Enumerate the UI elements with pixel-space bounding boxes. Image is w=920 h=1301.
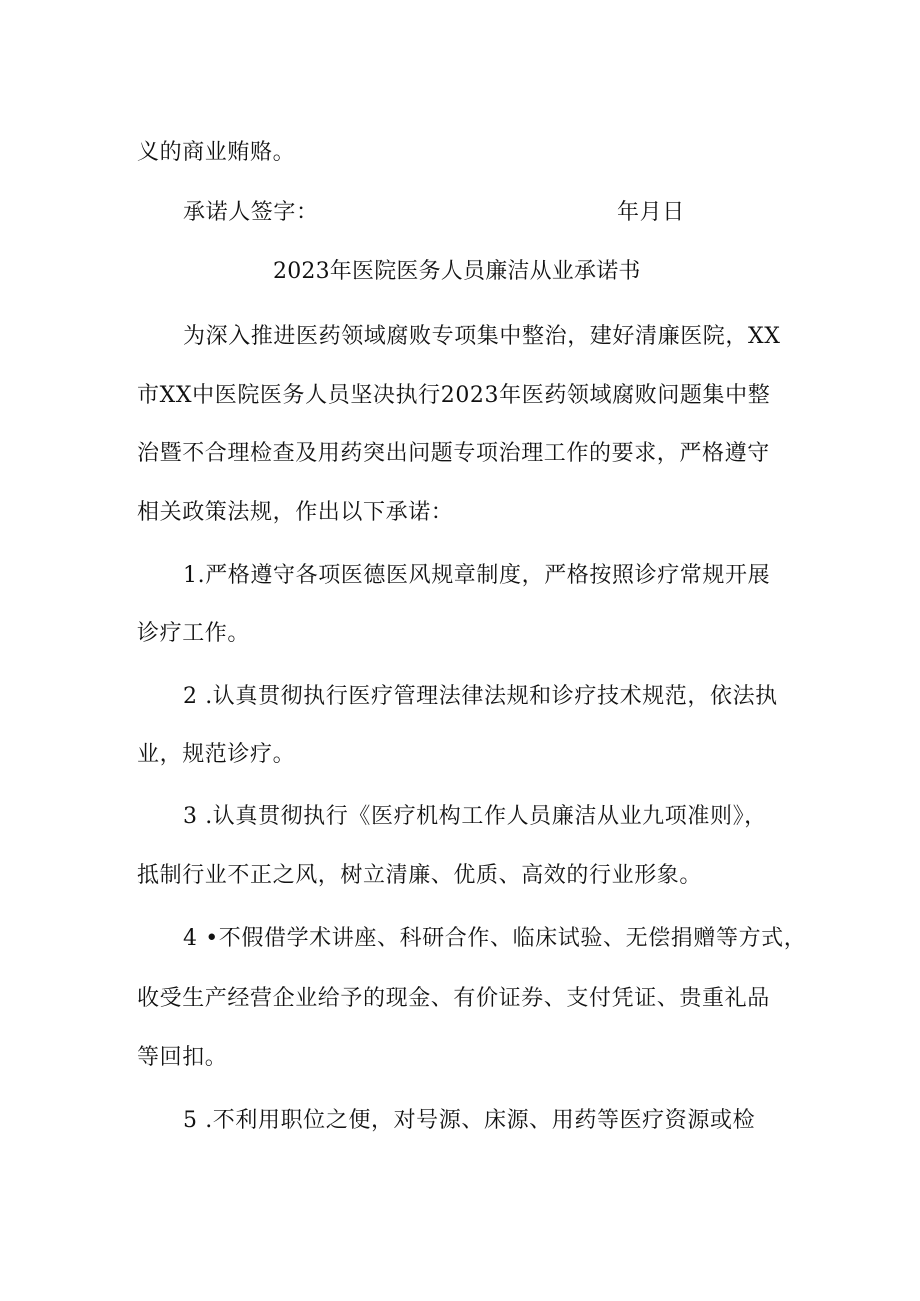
item-4-line: 收受生产经营企业给予的现金、有价证券、支付凭证、贵重礼品 [137, 986, 770, 1011]
item-4-line: 4 •不假借学术讲座、科研合作、临床试验、无偿捐赠等方式， [183, 926, 807, 951]
item-4-line: 等回扣。 [137, 1045, 228, 1070]
document-title: 2023年医院医务人员廉洁从业承诺书 [273, 259, 641, 284]
intro-line: 相关政策法规，作出以下承诺： [137, 500, 454, 525]
intro-line: 为深入推进医药领域腐败专项集中整治，建好清廉医院，XX [183, 324, 781, 349]
item-2-line: 业，规范诊疗。 [137, 742, 296, 767]
item-1-line: 诊疗工作。 [137, 621, 251, 646]
continuation-line: 义的商业贿赂。 [137, 140, 296, 165]
item-1-line: 1.严格遵守各项医德医风规章制度，严格按照诊疗常规开展 [183, 563, 771, 588]
signature-date: 年月日 [617, 200, 685, 225]
item-3-line: 3 .认真贯彻执行《医疗机构工作人员廉洁从业九项准则》， [183, 804, 767, 829]
item-3-line: 抵制行业不正之风，树立清廉、优质、高效的行业形象。 [137, 863, 703, 888]
intro-line: 市XX中医院医务人员坚决执行2023年医药领域腐败问题集中整 [137, 383, 771, 408]
signature-label: 承诺人签字： [183, 200, 319, 225]
item-2-line: 2 .认真贯彻执行医疗管理法律法规和诊疗技术规范，依法执 [183, 684, 778, 709]
intro-line: 治暨不合理检查及用药突出问题专项治理工作的要求，严格遵守 [137, 441, 770, 466]
item-5-line: 5 .不利用职位之便，对号源、床源、用药等医疗资源或检 [183, 1108, 756, 1133]
